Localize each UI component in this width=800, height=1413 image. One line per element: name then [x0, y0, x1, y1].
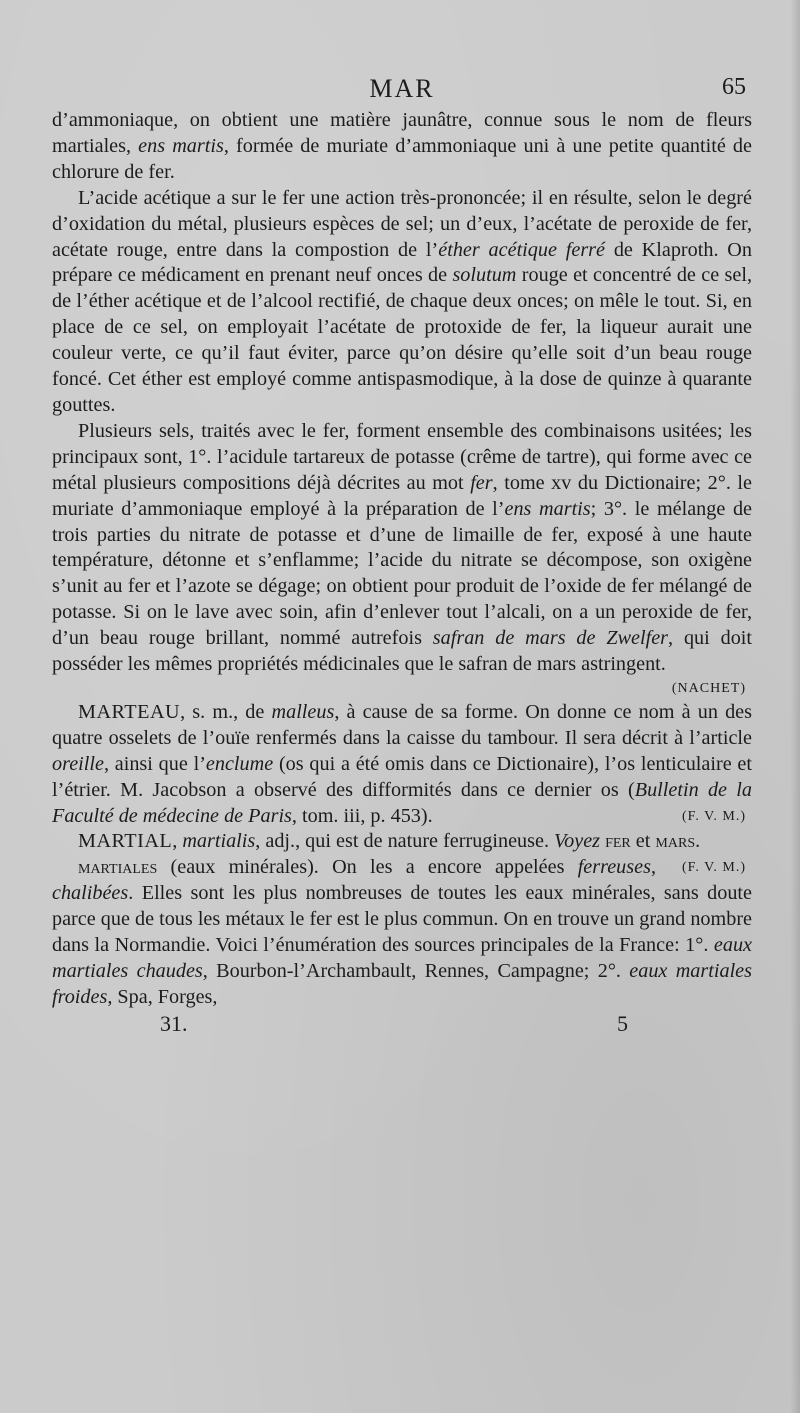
italic-text: eaux martiales froides — [52, 960, 752, 1008]
small-caps-text: fer — [605, 830, 631, 853]
paragraph — [52, 855, 752, 1010]
italic-text: ens martis — [504, 497, 591, 520]
italic-text: ferreuses — [577, 856, 651, 879]
text-run: et — [630, 830, 656, 853]
text-run: d’ammoniaque, on obtient une matière jaunâtre, connue sous le nom de fleurs martiales, — [52, 109, 752, 157]
paragraph — [52, 700, 752, 830]
italic-text: safran de mars de Zwelfer — [432, 627, 669, 650]
page-number: 65 — [722, 74, 746, 100]
text-run: L’acide acétique a sur le fer une action très-prononcée; il en résulte, selon le degré d’oxidation du métal, plusieurs espèces de sel; un d’eux, l’acétate de peroxide de fer, acétate rouge, entre dans la compostion de l’ — [52, 186, 752, 261]
entry-headword: MARTIAL — [78, 830, 173, 853]
signature-mark: 31. — [160, 1010, 188, 1036]
text-run: , formée de muriate d’ammoniaque uni à une petite quantité de chlorure de fer. — [52, 134, 752, 183]
text-run: , s. m., de — [180, 700, 272, 723]
page-body — [52, 108, 752, 1011]
italic-text: Bulletin de la Faculté de médecine de Paris — [52, 778, 752, 827]
italic-text: chalibées — [52, 882, 129, 905]
author-signature: (F. V. M.) — [682, 808, 746, 824]
paragraph — [52, 108, 752, 186]
italic-text: enclume — [205, 752, 274, 775]
text-run: . — [695, 830, 701, 853]
italic-text: eaux martiales chaudes — [52, 934, 752, 982]
gathering-number: 5 — [617, 1010, 628, 1036]
text-run: ; 3°. le mélange de trois parties du nitrate de potasse et d’une de limaille de fer, exposé à une haute température, détonne et s’enflamme; l’acide du nitrate se décompose, son oxigène s’unit au fer et l’azote se dégage; on obtient pour produit de l’oxide de fer mélangé de potasse. Si on le lave avec soin, afin d’enlever tout l’alcali, on a un peroxide de fer, d’un beau rouge brillant, nommé autrefois — [52, 497, 753, 650]
text-run: , ainsi que l’ — [103, 752, 206, 775]
page-header — [52, 74, 752, 108]
text-run: , à cause de sa forme. On donne ce nom à un des quatre osselets de l’ouïe renfermés dans la caisse du tambour. Il sera décrit à l’article — [52, 700, 752, 749]
italic-text: éther acétique ferré — [438, 238, 605, 261]
text-run: (os qui a été omis dans ce Dictionaire), l’os lenticulaire et l’étrier. M. Jacobson a observé des difformités dans ce dernier os ( — [52, 752, 752, 801]
italic-text: solutum — [452, 264, 517, 287]
text-run: Plusieurs sels, traités avec le fer, forment ensemble des combinaisons usitées; les principaux sont, 1°. l’acidule tartareux de potasse (crême de tartre), qui forme avec ce métal plusieurs compositions déjà décrites au mot — [52, 419, 752, 494]
running-head: MAR — [369, 74, 435, 103]
small-caps-text: mars — [655, 830, 696, 853]
italic-text: malleus — [271, 700, 335, 723]
author-signature: (F. V. M.) — [682, 860, 746, 876]
paragraph — [52, 186, 752, 419]
italic-text: martialis — [182, 830, 256, 853]
italic-text: ens martis — [138, 134, 224, 157]
italic-text: oreille — [52, 752, 104, 775]
text-run: , tom. iii, p. 453). — [291, 804, 433, 827]
text-run: , adj., qui est de nature ferrugineuse. — [255, 830, 555, 853]
text-run: , Spa, Forges, — [107, 985, 218, 1008]
text-run: (eaux minérales). On les a encore appelées — [157, 856, 578, 879]
text-run: . Elles sont les plus nombreuses de toutes les eaux minérales, sans doute parce que de tous les métaux le fer est le plus commun. On en trouve un grand nombre dans la Normandie. Voici l’énumération des sources principales de la France: 1°. — [52, 882, 752, 957]
text-run: , qui doit posséder les mêmes propriétés médicinales que le safran de mars astringent. — [52, 627, 753, 676]
text-run: , — [172, 830, 183, 853]
entry-headword: MARTEAU — [78, 700, 181, 723]
text-run: rouge et concentré de ce sel, de l’éther acétique et de l’alcool rectifié, de chaque deux onces; on mêle le tout. Si, en place de ce sel, on employait l’acétate de protoxide de fer, la liqueur aurait une couleur verte, ce qu’il faut éviter, parce qu’on désire qu’elle soit d’un beau rouge foncé. Cet éther est employé comme antispasmodique, à la dose de quinze à quarante gouttes. — [52, 264, 752, 416]
italic-text: Voyez — [554, 830, 601, 853]
page-footer — [52, 1011, 752, 1041]
text-run: , — [650, 856, 656, 879]
paragraph — [52, 419, 752, 678]
author-signature: (NACHET) — [671, 680, 746, 696]
text-run: , tome xv du Dictionaire; 2°. le muriate d’ammoniaque employé à la préparation de l’ — [52, 471, 752, 520]
italic-text: fer — [470, 471, 493, 494]
small-caps-text: martiales — [78, 856, 158, 879]
text-run: , Bourbon-l’Archambault, Rennes, Campagne; 2°. — [202, 960, 630, 982]
text-run: de Klaproth. On prépare ce médicament en prenant neuf onces de — [52, 238, 752, 287]
